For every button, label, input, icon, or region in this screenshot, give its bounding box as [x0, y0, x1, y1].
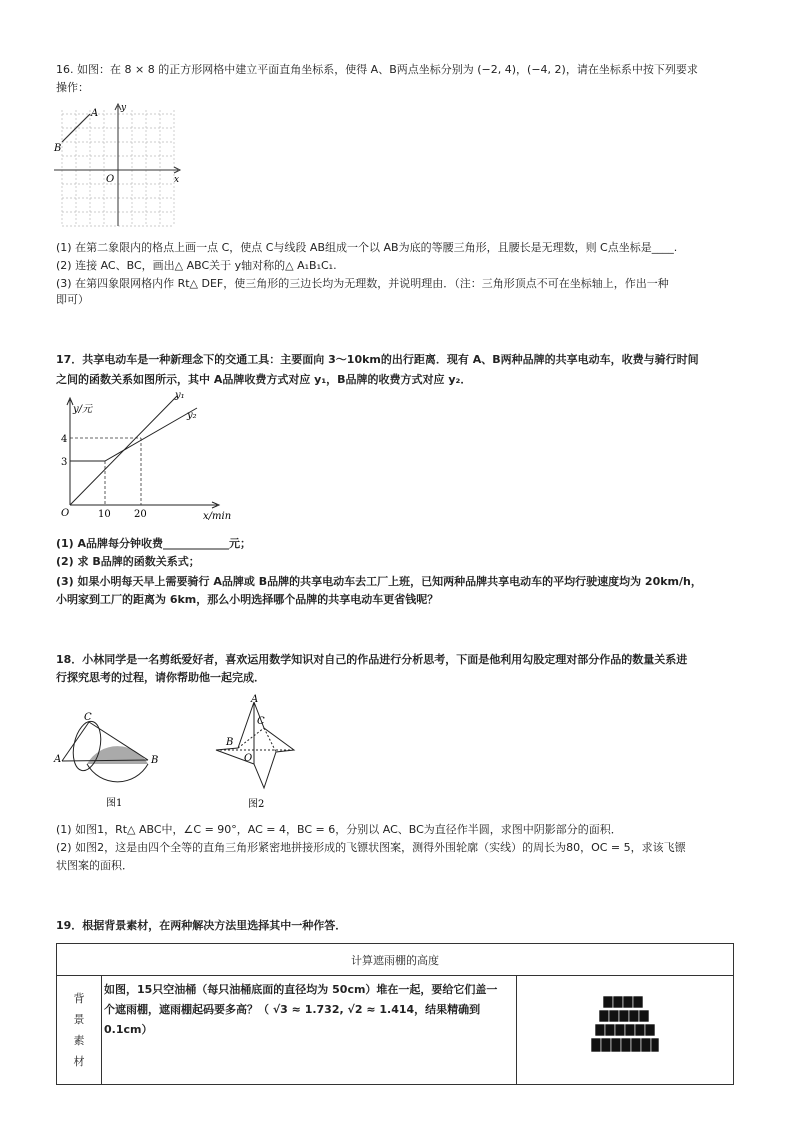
q17-xtick-10: 10: [98, 509, 111, 520]
q18-fig1-label-c: C: [84, 712, 92, 723]
q17-ytick-4: 4: [61, 434, 68, 445]
q16-coordinate-grid: [50, 100, 185, 232]
q18-fig1-caption: 图1: [106, 798, 123, 809]
q16-stem-line1: 16. 如图：在 8 × 8 的正方形网格中建立平面直角坐标系，使得 A、B两点坐标分别为 (−2, 4)，(−4, 2)，请在坐标系中按下列要求: [56, 63, 698, 76]
q17-part2: (2) 求 B品牌的函数关系式；: [56, 555, 200, 568]
q16-part3-line2: 即可）: [56, 293, 89, 306]
q19-image-cell: [517, 976, 734, 1085]
oil-barrel-stack-image: [589, 994, 661, 1064]
q17-origin-label: O: [61, 508, 70, 519]
q17-part3-line1: (3) 如果小明每天早上需要骑行 A品牌或 B品牌的共享电动车去工厂上班，已知两种品牌共享电动车的平均行驶速度均为 20km/h，: [56, 575, 702, 588]
q18-part2-line1: (2) 如图2，这是由四个全等的直角三角形紧密地拼接形成的飞镖状图案，测得外围轮廓（实线）的周长为80，OC = 5，求该飞镖: [56, 841, 686, 854]
q18-stem-line1: 18．小林同学是一名剪纸爱好者，喜欢运用数学知识对自己的作品进行分析思考，下面是他利用勾股定理对部分作品的数量关系进: [56, 653, 688, 666]
q17-y2-label: y₂: [187, 410, 197, 421]
q19-side-char: 背: [73, 992, 85, 1005]
q17-ytick-3: 3: [61, 457, 68, 468]
q18-fig1-label-b: B: [151, 755, 159, 766]
q17-y-axis-label: y/元: [73, 404, 93, 415]
q16-part3-line1: (3) 在第四象限网格内作 Rt△ DEF，使三角形的三边长均为无理数，并说明理由．（注：三角形顶点不可在坐标轴上，作出一种: [56, 277, 669, 290]
q16-part2: (2) 连接 AC、BC，画出△ ABC关于 y轴对称的△ A₁B₁C₁.: [56, 259, 337, 272]
q16-x-axis-label: x: [174, 175, 180, 185]
q18-fig2-label-a: A: [251, 694, 259, 705]
q19-table: [56, 943, 734, 1085]
q16-stem-line2: 操作：: [56, 81, 89, 94]
q18-fig1-label-a: A: [54, 754, 62, 765]
q19-side-char: 景: [73, 1013, 85, 1026]
q19-stem: 19．根据背景素材，在两种解决方法里选择其中一种作答．: [56, 919, 347, 932]
q17-x-axis-label: x/min: [203, 511, 232, 522]
q17-stem-line2: 之间的函数关系如图所示，其中 A品牌收费方式对应 y₁，B品牌的收费方式对应 y₂．: [56, 373, 472, 386]
q16-part1: (1) 在第二象限内的格点上画一点 C，使点 C与线段 AB组成一个以 AB为底的等腰三角形，且腰长是无理数，则 C点坐标是____.: [56, 241, 678, 254]
q19-side-header: [57, 976, 102, 1085]
q16-y-axis-label: y: [121, 103, 127, 113]
q18-stem-line2: 行探究思考的过程，请你帮助他一起完成．: [56, 671, 265, 684]
q17-stem-line1: 17．共享电动车是一种新理念下的交通工具：主要面向 3～10km的出行距离．现有 A、B两种品牌的共享电动车，收费与骑行时间: [56, 353, 699, 366]
q17-fee-graph: [55, 388, 235, 523]
q19-side-char: 素: [73, 1034, 85, 1047]
q18-figure-2: [208, 692, 300, 812]
q16-point-a-label: A: [91, 108, 99, 119]
q18-part2-line2: 状图案的面积．: [56, 859, 133, 872]
q16-point-b-label: B: [54, 143, 62, 154]
q17-part1: (1) A品牌每分钟收费____________元；: [56, 537, 252, 550]
q17-y1-label: y₁: [175, 390, 185, 401]
q17-xtick-20: 20: [134, 509, 147, 520]
q16-origin-label: O: [106, 174, 115, 185]
q18-fig2-caption: 图2: [248, 799, 265, 810]
q17-part3-line2: 小明家到工厂的距离为 6km，那么小明选择哪个品牌的共享电动车更省钱呢？: [56, 593, 439, 606]
q17-line-y2: [70, 408, 197, 461]
q18-fig2-label-b: B: [226, 737, 234, 748]
q19-table-title: 计算遮雨棚的高度: [57, 944, 734, 976]
q18-part1: (1) 如图1，Rt△ ABC中，∠C = 90°，AC = 4，BC = 6，分别以 AC、BC为直径作半圆，求图中阴影部分的面积．: [56, 823, 622, 836]
q18-fig2-label-o: O: [244, 753, 253, 764]
q18-figure-1: [52, 706, 167, 810]
q19-side-char: 材: [73, 1055, 85, 1068]
q18-fig2-label-c: C: [257, 716, 265, 727]
q19-content: 如图，15只空油桶（每只油桶底面的直径均为 50cm）堆在一起，要给它们盖一个遮雨棚，遮雨棚起码要多高？（ √3 ≈ 1.732, √2 ≈ 1.414，结果精确到 0.1cm）: [102, 976, 517, 1085]
